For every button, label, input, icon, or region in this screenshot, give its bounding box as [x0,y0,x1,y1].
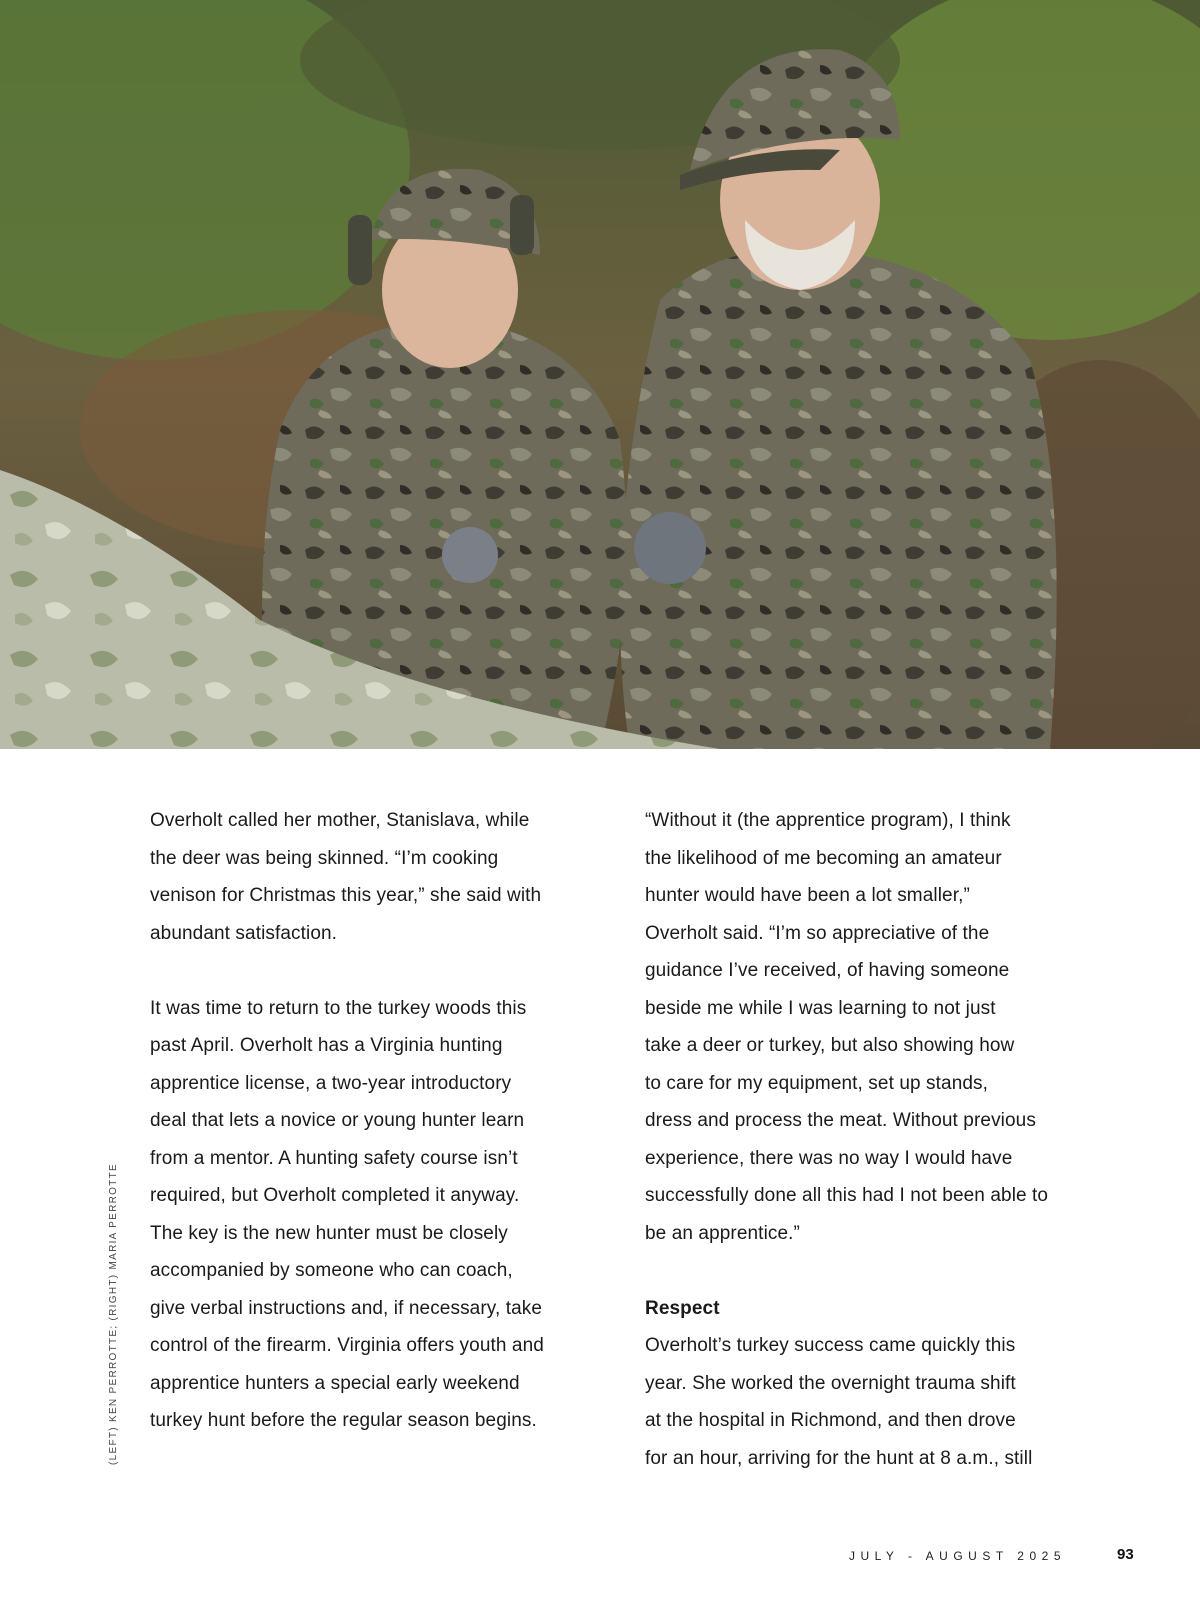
paragraph-line: successfully done all this had I not been able to [645,1185,1049,1206]
article-column-right [645,802,1100,1477]
paragraph-gap [645,1252,1100,1290]
paragraph-line: control of the firearm. Virginia offers youth and [150,1335,544,1356]
paragraph-line: “Without it (the apprentice program), I think [645,810,1011,831]
paragraph-line: give verbal instructions and, if necessary, take [150,1297,543,1319]
page-number: 93 [1117,1546,1134,1563]
paragraph-line: accompanied by someone who can coach, [150,1260,513,1281]
photo-credit: (LEFT) KEN PERROTTE; (RIGHT) MARIA PERROTTE [108,1162,119,1465]
paragraph-line: the likelihood of me becoming an amateur [645,847,1002,869]
paragraph-line: The key is the new hunter must be closely [150,1222,508,1244]
paragraph-line: experience, there was no way I would have [645,1147,1013,1169]
paragraph-line: year. She worked the overnight trauma shift [645,1372,1016,1394]
paragraph-line: beside me while I was learning to not just [645,997,996,1019]
paragraph-line: be an apprentice.” [645,1222,800,1244]
paragraph-line: guidance I’ve received, of having someone [645,960,1010,981]
hunters-photo-illustration [0,0,1200,749]
paragraph-line: to care for my equipment, set up stands, [645,1072,989,1094]
paragraph-line: at the hospital in Richmond, and then drove [645,1410,1016,1431]
paragraph-line: apprentice hunters a special early weekend [150,1372,520,1394]
hunters-photo [0,0,1200,749]
paragraph-line: turkey hunt before the regular season begins. [150,1410,537,1431]
section-heading: Respect [645,1297,720,1319]
paragraph-line: the deer was being skinned. “I’m cooking [150,847,499,869]
paragraph-line: hunter would have been a lot smaller,” [645,885,970,906]
article-column-left [150,802,595,1440]
paragraph-line: Overholt said. “I’m so appreciative of the [645,922,990,944]
paragraph-line: past April. Overholt has a Virginia hunting [150,1035,503,1056]
paragraph-line: from a mentor. A hunting safety course isn’t [150,1147,518,1169]
paragraph-gap [150,952,595,990]
paragraph-line: apprentice license, a two-year introductory [150,1072,512,1094]
paragraph-line: abundant satisfaction. [150,922,338,944]
paragraph-line: It was time to return to the turkey woods this [150,997,527,1019]
issue-date: JULY - AUGUST 2025 [848,1549,1066,1563]
paragraph-line: dress and process the meat. Without previous [645,1110,1036,1131]
paragraph-line: for an hour, arriving for the hunt at 8 a.m., still [645,1447,1033,1469]
paragraph-line: take a deer or turkey, but also showing how [645,1035,1015,1056]
paragraph-line: Overholt’s turkey success came quickly this [645,1335,1016,1356]
paragraph-line: Overholt called her mother, Stanislava, while [150,810,530,831]
paragraph-line: venison for Christmas this year,” she said with [150,885,542,906]
paragraph-line: required, but Overholt completed it anyway. [150,1185,520,1206]
paragraph-line: deal that lets a novice or young hunter learn [150,1110,525,1131]
